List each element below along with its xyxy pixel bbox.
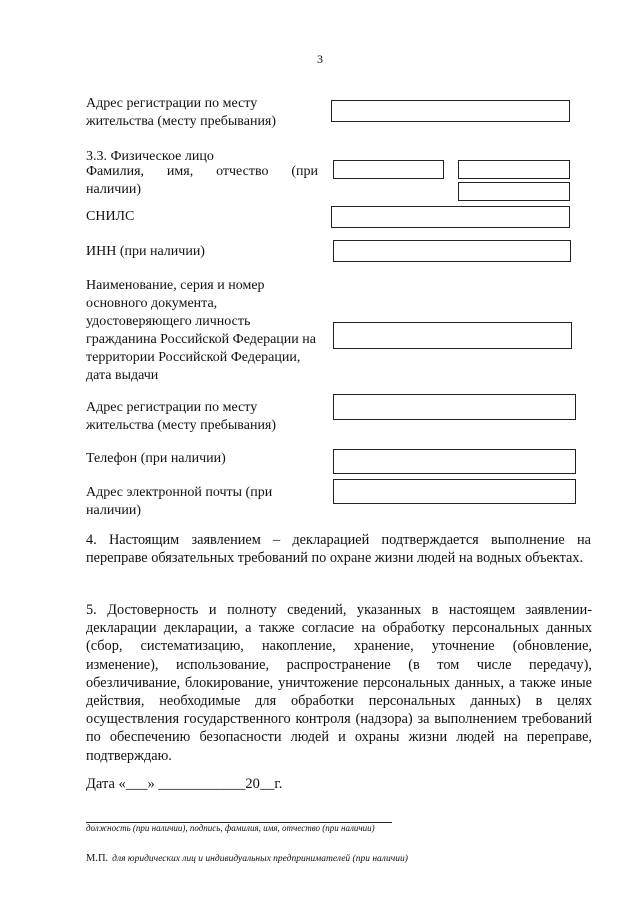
inn-label: ИНН (при наличии)	[86, 244, 205, 259]
surname-field[interactable]	[333, 160, 444, 179]
identity-document-label: Наименование, серия и номер основного документа, удостоверяющего личность гражданина Российской Федерации на территории Российской Федерации, дата выдачи	[86, 278, 316, 383]
date-line: Дата «___» ____________20__г.	[86, 776, 283, 792]
mp-note: для юридических лиц и индивидуальных предпринимателей (при наличии)	[112, 854, 408, 864]
inn-field[interactable]	[333, 240, 571, 262]
patronymic-field[interactable]	[458, 182, 570, 201]
snils-label: СНИЛС	[86, 209, 135, 224]
signature-caption: должность (при наличии), подпись, фамилия, имя, отчество (при наличии)	[86, 823, 375, 833]
email-label: Адрес электронной почты (при наличии)	[86, 485, 273, 518]
name-field[interactable]	[458, 160, 570, 179]
declaration-paragraph-4: 4. Настоящим заявлением – декларацией подтверждается выполнение на переправе обязательных требований по охране жизни людей на водных объектах.	[86, 532, 591, 567]
phone-field[interactable]	[333, 449, 576, 474]
address-registration-label-2: Адрес регистрации по месту жительства (месту пребывания)	[86, 400, 277, 433]
address-registration-field-2[interactable]	[333, 394, 576, 420]
phone-label: Телефон (при наличии)	[86, 451, 226, 466]
fio-label: Фамилия, имя, отчество (при наличии)	[86, 164, 318, 197]
stamp-place-note	[86, 848, 408, 866]
identity-document-field[interactable]	[333, 322, 572, 349]
consent-paragraph-5: 5. Достоверность и полноту сведений, указанных в настоящем заявлении-декларации декларации, а также согласие на обработку персональных данных (сбор, систематизацию, накопление, хранение, уточнение (обновление, изменение), использование, распространение (в том числе передачу), обезличивание, блокирование, уничтожение персональных данных, а также иные действия, необходимые для обработки персональных данных) в целях осуществления государственного контроля (надзора) за выполнением требований по обеспечению безопасности людей и охраны жизни людей на переправе, подтверждаю.	[86, 602, 592, 764]
address-registration-field[interactable]	[331, 100, 570, 122]
address-registration-label: Адрес регистрации по месту жительства (месту пребывания)	[86, 96, 277, 129]
snils-field[interactable]	[331, 206, 570, 228]
mp-label: М.П.	[86, 853, 109, 864]
email-field[interactable]	[333, 479, 576, 504]
page-number: 3	[317, 52, 323, 66]
section-individual-heading: 3.3. Физическое лицо	[86, 149, 214, 164]
